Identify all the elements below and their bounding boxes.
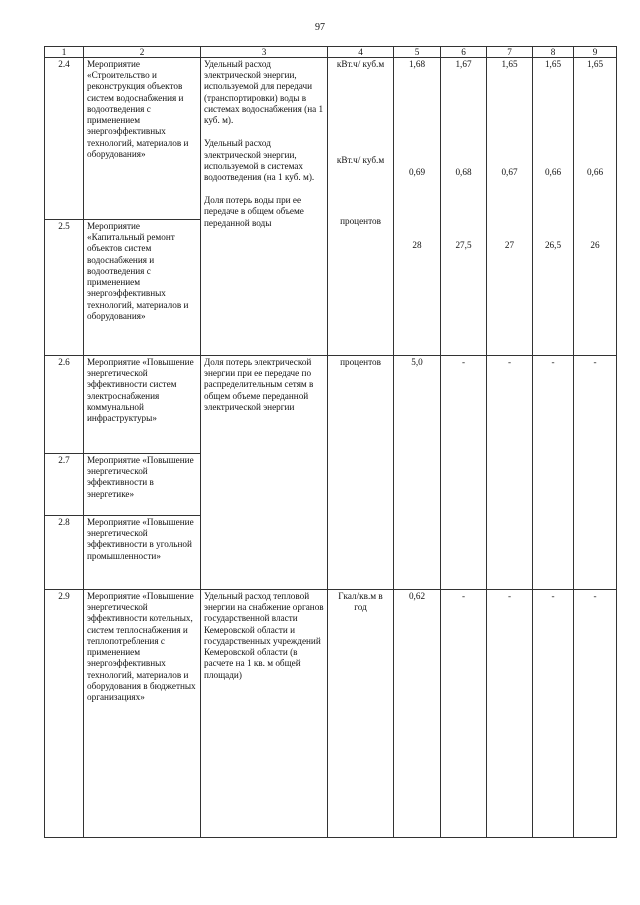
table-row xyxy=(45,58,617,220)
value: 1,65 xyxy=(544,59,562,69)
value-cell: - xyxy=(533,356,574,590)
header-cell: 7 xyxy=(487,47,533,58)
event-cell: Мероприятие «Капитальный ремонт объектов систем водоснабжения и водоотведения с применением энергоэффективных технологий, материалов и оборудования» xyxy=(84,220,201,356)
indicator-name: Удельный расход электрической энергии, используемой для передачи (транспортировки) воды в системах водоснабжения (на 1 куб. м). xyxy=(204,59,324,126)
event-cell: Мероприятие «Повышение энергетической эффективности систем электроснабжения коммунальной инфраструктуры» xyxy=(84,356,201,454)
header-cell: 1 xyxy=(45,47,84,58)
indicators-table xyxy=(44,46,617,838)
value-cell: - xyxy=(487,590,533,838)
row-number: 2.9 xyxy=(45,590,84,838)
value: 27,5 xyxy=(455,240,472,251)
event-cell: Мероприятие «Повышение энергетической эффективности в угольной промышленности» xyxy=(84,516,201,590)
value-cell xyxy=(394,58,441,356)
value-cell xyxy=(574,58,617,356)
indicator-cell xyxy=(201,58,328,356)
header-cell: 3 xyxy=(201,47,328,58)
value-cell: - xyxy=(574,356,617,590)
value-cell xyxy=(487,58,533,356)
value: 0,68 xyxy=(455,167,472,178)
value-cell: - xyxy=(487,356,533,590)
value: 26,5 xyxy=(544,240,562,251)
header-cell: 9 xyxy=(574,47,617,58)
value: 0,69 xyxy=(408,167,426,178)
indicator-name: Доля потерь воды при ее передаче в общем объеме переданной воды xyxy=(204,195,304,228)
header-cell: 4 xyxy=(328,47,394,58)
header-cell: 5 xyxy=(394,47,441,58)
value-cell: 0,62 xyxy=(394,590,441,838)
indicator-cell: Доля потерь электрической энергии при ее передаче по распределительным сетям в общем объеме переданной электрической энергии xyxy=(201,356,328,590)
value: 1,67 xyxy=(455,59,472,69)
unit-cell: процентов xyxy=(328,356,394,590)
event-cell: Мероприятие «Повышение энергетической эффективности котельных, систем теплоснабжения и теплопотребления с применением энергоэффективных технологий, материалов и оборудования в бюджетных организациях» xyxy=(84,590,201,838)
value: 26 xyxy=(590,240,600,251)
unit-value: процентов xyxy=(340,216,381,227)
value-cell xyxy=(441,58,487,356)
row-number: 2.8 xyxy=(45,516,84,590)
value: 27 xyxy=(504,240,515,251)
table-row xyxy=(45,590,617,838)
value-cell: - xyxy=(441,590,487,838)
value: 0,66 xyxy=(544,167,562,178)
row-number: 2.5 xyxy=(45,220,84,356)
event-cell: Мероприятие «Строительство и реконструкция объектов систем водоснабжения и водоотведения с применением энергоэффективных технологий, материалов и оборудования» xyxy=(84,58,201,220)
row-number: 2.4 xyxy=(45,58,84,220)
table-row xyxy=(45,356,617,454)
row-number: 2.7 xyxy=(45,454,84,516)
value: 1,65 xyxy=(586,59,604,69)
row-number: 2.6 xyxy=(45,356,84,454)
value-cell: 5,0 xyxy=(394,356,441,590)
unit-value: кВт.ч/ куб.м xyxy=(336,155,385,166)
header-cell: 8 xyxy=(533,47,574,58)
value-cell xyxy=(533,58,574,356)
page-number: 97 xyxy=(315,22,325,33)
value: 1,65 xyxy=(501,59,518,69)
header-row xyxy=(45,47,617,58)
indicator-name: Удельный расход электрической энергии, используемой в системах водоотведения (на 1 куб. м). xyxy=(204,138,315,182)
value-cell: - xyxy=(574,590,617,838)
unit-value: кВт.ч/ куб.м xyxy=(336,59,385,69)
value-cell: - xyxy=(441,356,487,590)
value-cell: - xyxy=(533,590,574,838)
indicator-cell: Удельный расход тепловой энергии на снабжение органов государственной власти Кемеровской области и государственных учреждений Кемеровской области (в расчете на 1 кв. м общей площади) xyxy=(201,590,328,838)
unit-cell xyxy=(328,58,394,356)
value: 0,66 xyxy=(586,167,604,178)
unit-cell: Гкал/кв.м в год xyxy=(328,590,394,838)
value: 1,68 xyxy=(408,59,426,69)
event-cell: Мероприятие «Повышение энергетической эффективности в энергетике» xyxy=(84,454,201,516)
header-cell: 2 xyxy=(84,47,201,58)
value: 28 xyxy=(412,240,422,251)
header-cell: 6 xyxy=(441,47,487,58)
value: 0,67 xyxy=(501,167,518,178)
